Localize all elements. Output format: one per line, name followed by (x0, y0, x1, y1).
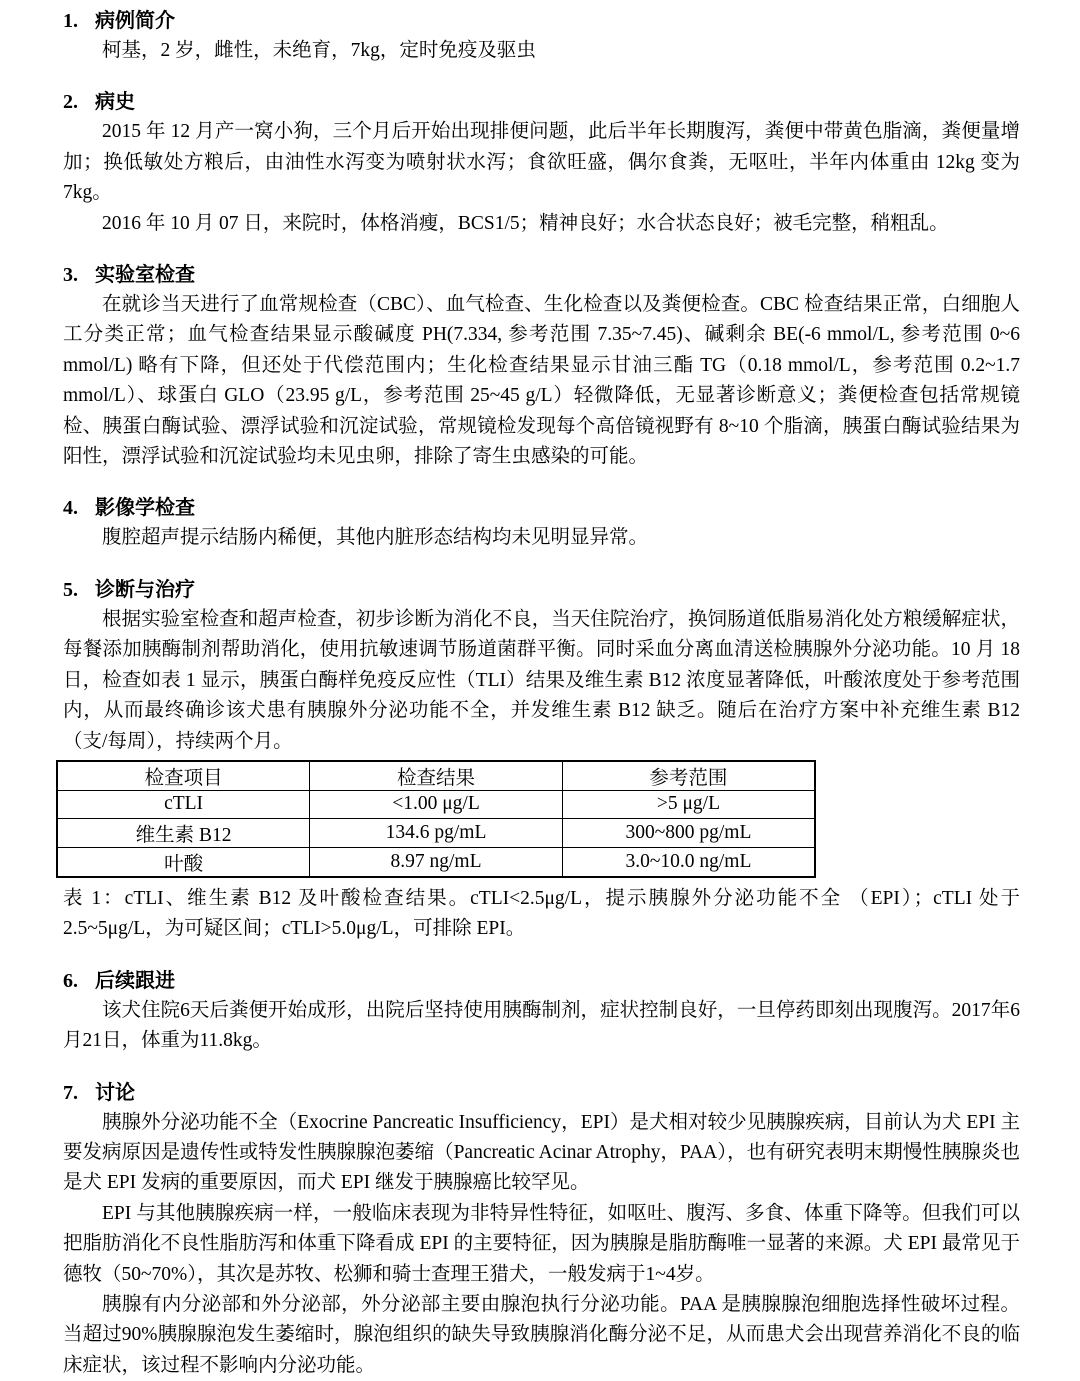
table-cell-range: >5 μg/L (562, 790, 815, 818)
section-number: 7. (63, 1081, 78, 1104)
section-case-intro-heading (63, 6, 1020, 36)
section-discussion (63, 1078, 1020, 1381)
table-cell-result: 8.97 ng/mL (310, 847, 563, 877)
table-caption: 表 1：cTLI、维生素 B12 及叶酸检查结果。cTLI<2.5μg/L，提示胰腺外分泌功能不全 （EPI）；cTLI 处于 2.5~5μg/L，为可疑区间；cTLI>5.0μg/L，可排除 EPI。 (63, 887, 1020, 940)
table-cell-item: cTLI (57, 790, 310, 818)
table-cell-range: 300~800 pg/mL (562, 818, 815, 847)
history-paragraph-2: 2016 年 10 月 07 日，来院时，体格消瘦，BCS1/5；精神良好；水合状态良好；被毛完整，稍粗乱。 (102, 212, 949, 234)
section-number: 4. (63, 497, 78, 520)
discussion-paragraph-1: 胰腺外分泌功能不全（Exocrine Pancreatic Insufficiency，EPI）是犬相对较少见胰腺疾病，目前认为犬 EPI 主要发病原因是遗传性或特发性胰腺腺泡萎缩（Pancreatic Acinar Atrophy，PAA），也有研究表明末期慢性胰腺炎也是犬 EPI 发病的重要原因，而犬 EPI 继发于胰腺癌比较罕见。 (63, 1111, 1020, 1194)
section-history-heading (63, 87, 1020, 117)
section-title-text: 病史 (95, 91, 135, 114)
section-number: 6. (63, 969, 78, 992)
table-header-test-result: 检查结果 (310, 761, 563, 791)
section-number: 1. (63, 10, 78, 32)
section-title-text: 病例简介 (95, 10, 175, 32)
table-cell-range: 3.0~10.0 ng/mL (562, 847, 815, 877)
section-title-text: 诊断与治疗 (95, 578, 195, 601)
case-intro-paragraph: 柯基，2 岁，雌性，未绝育，7kg，定时免疫及驱虫 (102, 40, 536, 61)
section-lab-tests-heading (63, 260, 1020, 290)
section-title-text: 实验室检查 (95, 264, 195, 287)
lab-tests-paragraph: 在就诊当天进行了血常规检查（CBC）、血气检查、生化检查以及粪便检查。CBC 检查结果正常，白细胞人工分类正常；血气检查结果显示酸碱度 PH(7.334, 参考范围 7.35~7.45)、碱剩余 BE(-6 mmol/L, 参考范围 0~6 mmol/L) 略有下降，但还处于代偿范围内；生化检查结果显示甘油三酯 TG（0.18 mmol/L，参考范围 0.2~1.7 mmol/L）、球蛋白 GLO（23.95 g/L，参考范围 25~45 g/L）轻微降低，无显著诊断意义；粪便检查包括常规镜检、胰蛋白酶试验、漂浮试验和沉淀试验，常规镜检发现每个高倍镜视野有 8~10 个脂滴，胰蛋白酶试验结果为阳性，漂浮试验和沉淀试验均未见虫卵，排除了寄生虫感染的可能。 (63, 294, 1020, 468)
table-row-ctli (57, 790, 815, 818)
section-diagnosis-treatment (63, 575, 1020, 945)
table-row-vitamin-b12 (57, 818, 815, 847)
history-paragraph-1: 2015 年 12 月产一窝小狗，三个月后开始出现排便问题，此后半年长期腹泻，粪便中带黄色脂滴，粪便量增加；换低敏处方粮后，由油性水泻变为喷射状水泻；食欲旺盛，偶尔食粪，无呕吐，半年内体重由 12kg 变为 7kg。 (63, 121, 1020, 204)
table-cell-item: 维生素 B12 (57, 818, 310, 847)
table-header-row (57, 761, 815, 791)
section-follow-up (63, 966, 1020, 1057)
lab-results-table (56, 760, 816, 878)
section-lab-tests (63, 260, 1020, 472)
section-number: 5. (63, 578, 78, 601)
section-title-text: 后续跟进 (95, 969, 175, 992)
section-history (63, 87, 1020, 239)
section-title-text: 影像学检查 (95, 497, 195, 520)
section-diagnosis-treatment-heading (63, 575, 1020, 605)
section-follow-up-heading (63, 966, 1020, 996)
section-case-intro (63, 6, 1020, 66)
diagnosis-treatment-paragraph: 根据实验室检查和超声检查，初步诊断为消化不良，当天住院治疗，换饲肠道低脂易消化处方粮缓解症状，每餐添加胰酶制剂帮助消化，使用抗敏速调节肠道菌群平衡。同时采血分离血清送检胰腺外分泌功能。10 月 18 日，检查如表 1 显示，胰蛋白酶样免疫反应性（TLI）结果及维生素 B12 浓度显著降低，叶酸浓度处于参考范围内，从而最终确诊该犬患有胰腺外分泌功能不全，并发维生素 B12 缺乏。随后在治疗方案中补充维生素 B12（支/每周），持续两个月。 (63, 608, 1020, 752)
table-header-reference-range: 参考范围 (562, 761, 815, 791)
table-cell-result: 134.6 pg/mL (310, 818, 563, 847)
discussion-paragraph-2: EPI 与其他胰腺疾病一样，一般临床表现为非特异性特征，如呕吐、腹泻、多食、体重下降等。但我们可以把脂肪消化不良性脂肪泻和体重下降看成 EPI 的主要特征，因为胰腺是脂肪酶唯一显著的来源。犬 EPI 最常见于德牧（50~70%），其次是苏牧、松狮和骑士查理王猎犬，一般发病于1~4岁。 (63, 1202, 1020, 1285)
section-imaging (63, 493, 1020, 553)
table-cell-result: <1.00 μg/L (310, 790, 563, 818)
section-number: 2. (63, 91, 78, 114)
table-cell-item: 叶酸 (57, 847, 310, 877)
section-imaging-heading (63, 493, 1020, 523)
section-discussion-heading (63, 1078, 1020, 1108)
section-title-text: 讨论 (95, 1081, 135, 1104)
imaging-paragraph: 腹腔超声提示结肠内稀便，其他内脏形态结构均未见明显异常。 (102, 527, 649, 549)
section-number: 3. (63, 264, 78, 287)
table-row-folate (57, 847, 815, 877)
follow-up-paragraph: 该犬住院6天后粪便开始成形，出院后坚持使用胰酶制剂，症状控制良好，一旦停药即刻出现腹泻。2017年6月21日，体重为11.8kg。 (63, 999, 1020, 1052)
table-header-test-item: 检查项目 (57, 761, 310, 791)
discussion-paragraph-3: 胰腺有内分泌部和外分泌部，外分泌部主要由腺泡执行分泌功能。PAA 是胰腺腺泡细胞选择性破坏过程。当超过90%胰腺腺泡发生萎缩时，腺泡组织的缺失导致胰腺消化酶分泌不足，从而患犬会出现营养消化不良的临床症状，该过程不影响内分泌功能。 (63, 1293, 1020, 1376)
